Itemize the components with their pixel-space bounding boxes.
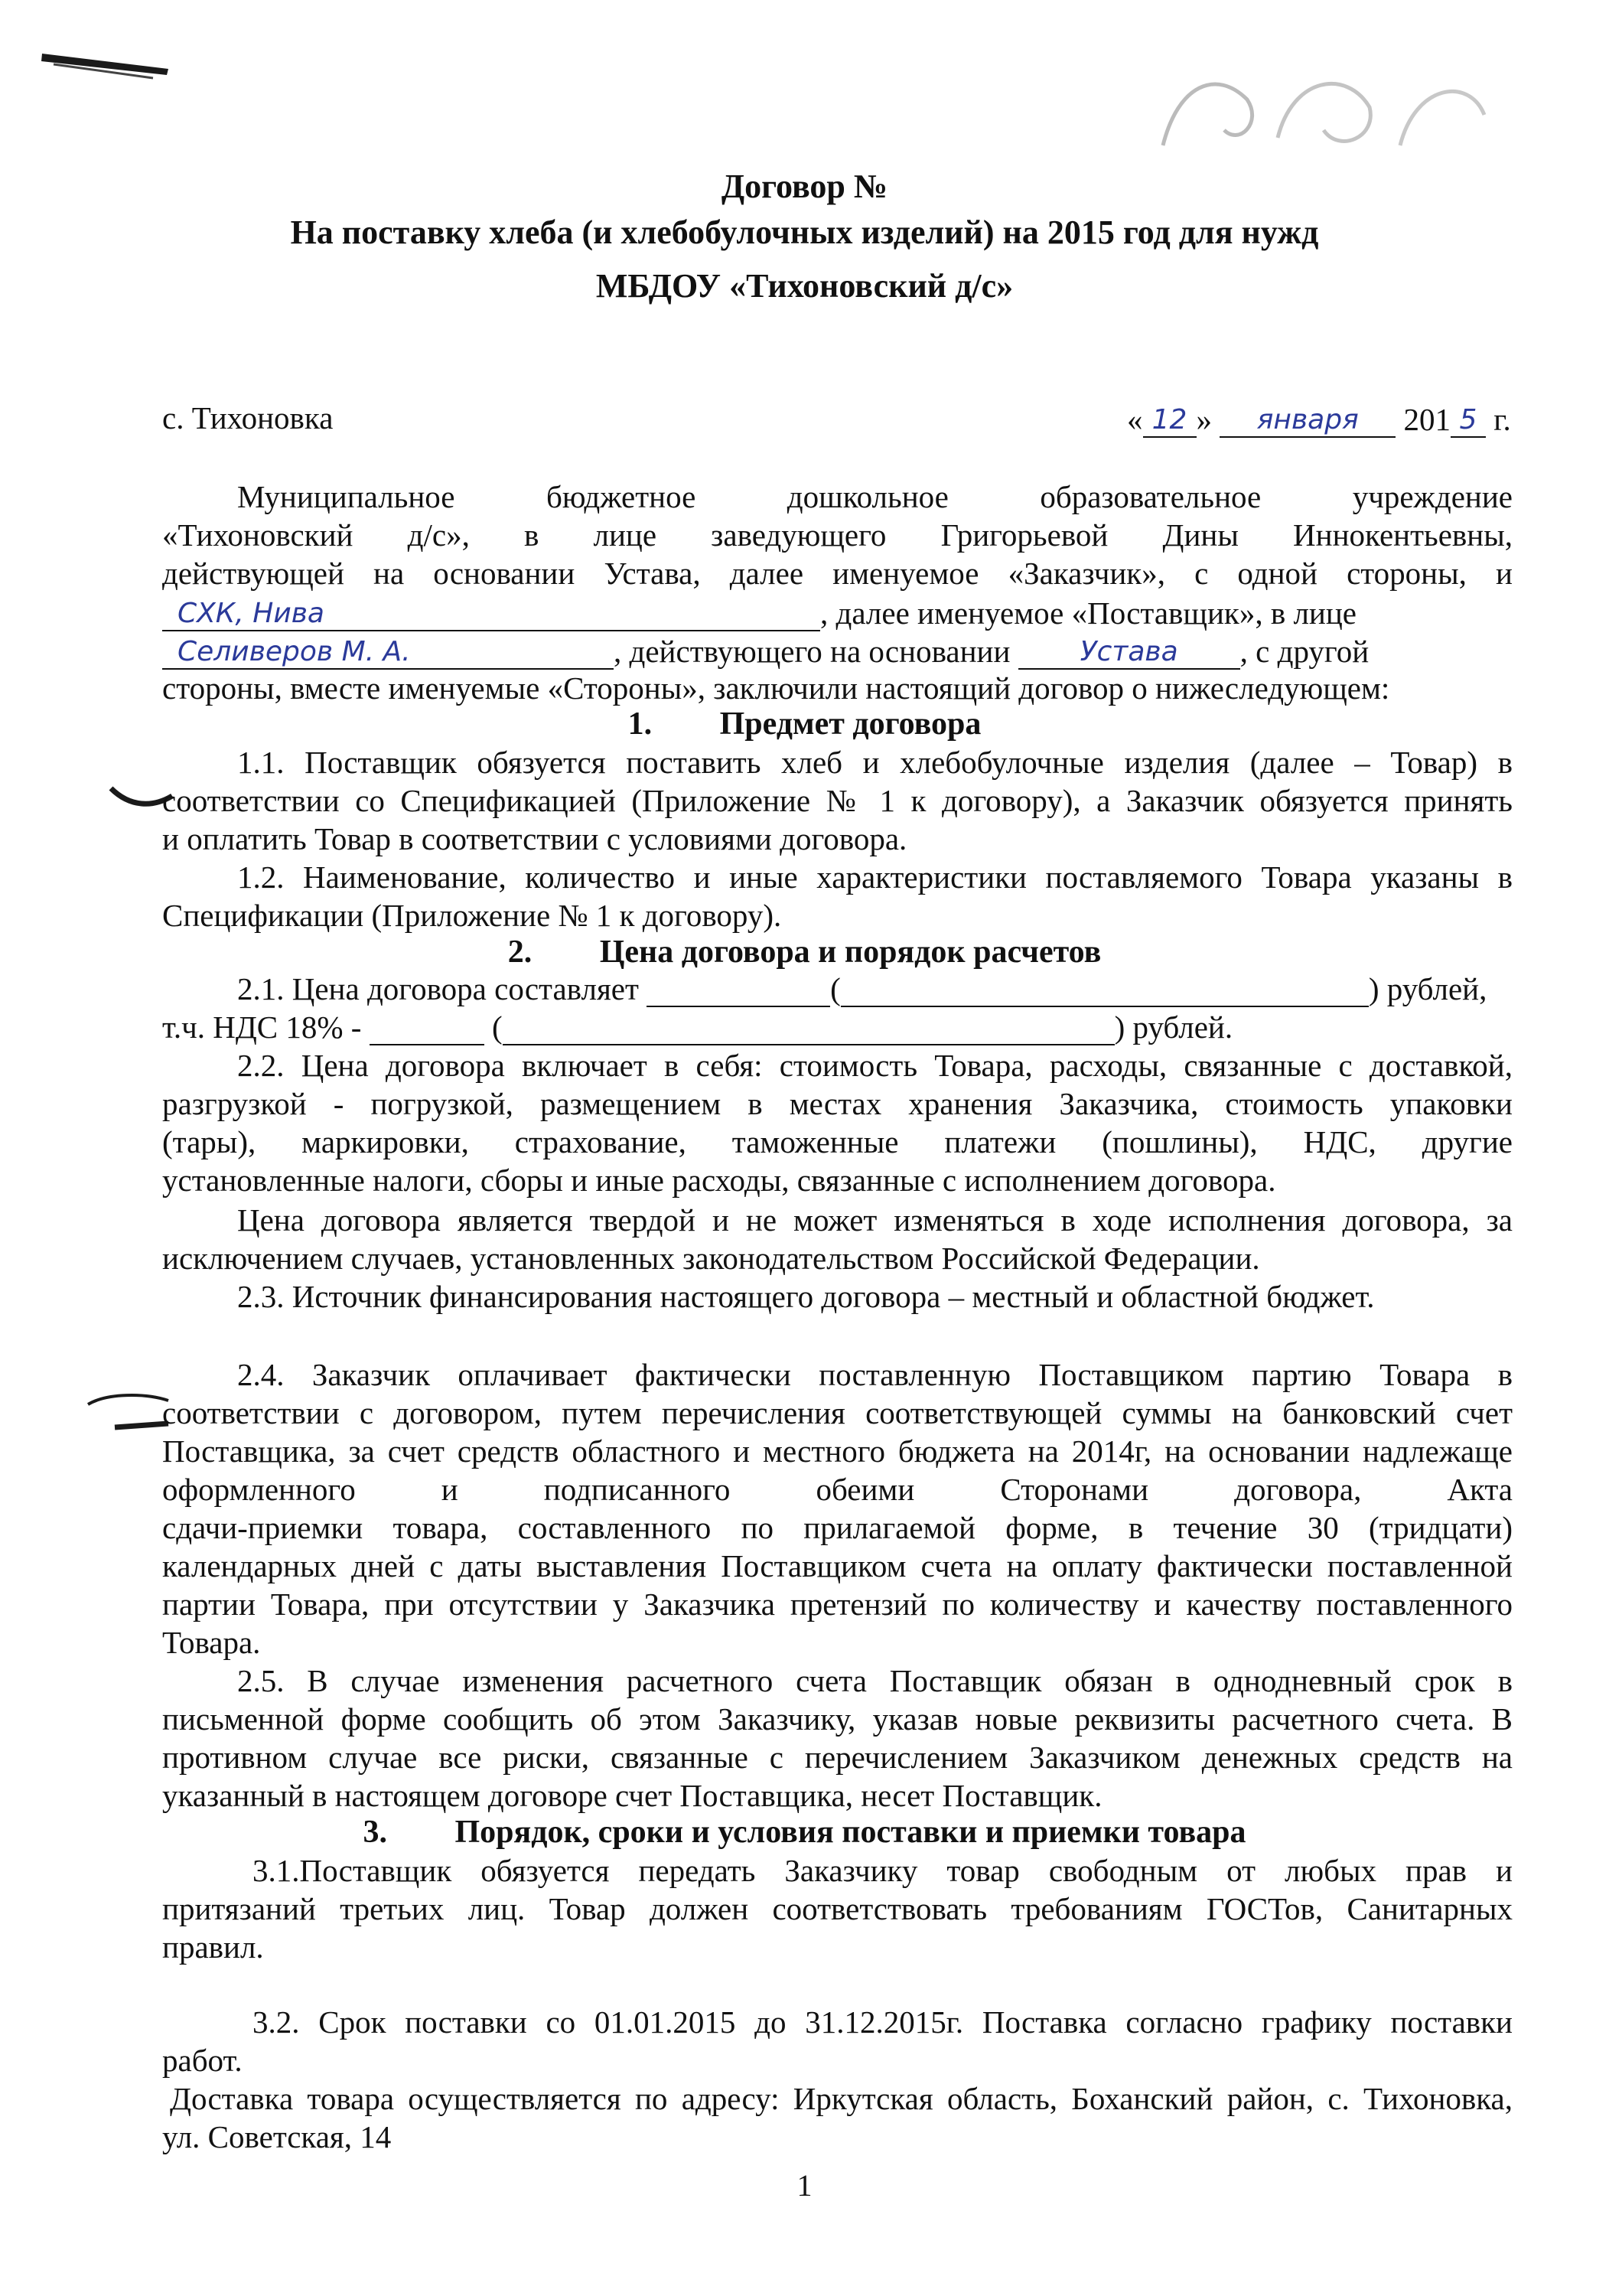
intro-line-3: действующей на основании Устава, далее именуемое «Заказчик», с одной стороны, и (162, 556, 1513, 591)
clause-2-5-line-4: указанный в настоящем договоре счет Поставщика, несет Поставщик. (162, 1778, 1103, 1813)
document-org: МБДОУ «Тихоновский д/с» (595, 267, 1014, 305)
clause-2-1-open-paren: ( (830, 971, 841, 1006)
intro-line-5-end: , с другой (1239, 634, 1370, 669)
clause-2-4-line-8: Товара. (162, 1625, 261, 1660)
clause-2-2-line-3: (тары), маркировки, страхование, таможенные платежи (пошлины), НДС, другие (162, 1124, 1513, 1159)
date-open-quote: « (1127, 402, 1143, 437)
contract-date (1127, 400, 1511, 438)
date-month: января (1256, 404, 1359, 435)
clause-2-5-line-2: письменной форме сообщить об этом Заказчику, указав новые реквизиты расчетного счета. В (162, 1701, 1513, 1737)
vat-open-paren: ( (491, 1009, 503, 1045)
section-3-number: 3. (363, 1815, 387, 1850)
clause-2-4-line-1: 2.4. Заказчик оплачивает фактически поставленную Поставщиком партию Товара в (237, 1357, 1513, 1392)
supplier-basis-handwritten: Устава (1080, 636, 1178, 667)
intro-line-5 (162, 631, 1369, 670)
clause-2-4-line-6: календарных дней с даты выставления Поставщиком счета на оплату фактически поставленной (162, 1548, 1513, 1583)
date-year-prefix: 201 (1403, 402, 1451, 437)
clause-3-1-line-2: притязаний третьих лиц. Товар должен соответствовать требованиям ГОСТов, Санитарных (162, 1891, 1513, 1926)
clause-3-2-line-1: 3.2. Срок поставки со 01.01.2015 до 31.12.2015г. Поставка согласно графику поставки (252, 2004, 1513, 2040)
clause-2-4-line-4: оформленного и подписанного обеими Сторонами договора, Акта (162, 1472, 1513, 1507)
intro-line-4-text: , далее именуемое «Поставщик», в лице (820, 595, 1357, 631)
clause-2-2-price-line-1: Цена договора является твердой и не может изменяться в ходе исполнения договора, за (237, 1202, 1513, 1238)
clause-2-1-line-2 (162, 1009, 1233, 1045)
contract-place: с. Тихоновка (162, 400, 334, 435)
clause-1-2-line-2: Спецификации (Приложение № 1 к договору). (162, 898, 782, 933)
clause-2-2-line-2: разгрузкой - погрузкой, размещением в местах хранения Заказчика, стоимость упаковки (162, 1086, 1513, 1121)
intro-line-2: «Тихоновский д/с», в лице заведующего Григорьевой Дины Иннокентьевны, (162, 517, 1513, 553)
clause-2-2-line-4: установленные налоги, сборы и иные расходы, связанные с исполнением договора. (162, 1163, 1276, 1198)
clause-1-1-line-1: 1.1. Поставщик обязуется поставить хлеб и хлебобулочные изделия (далее – Товар) в (237, 745, 1513, 780)
scan-smudge-top-right (1148, 54, 1515, 168)
clause-2-1-text: 2.1. Цена договора составляет (237, 971, 639, 1006)
clause-2-5-line-3: противном случае все риски, связанные с перечислением Заказчиком денежных средств на (162, 1740, 1513, 1775)
section-3-title: Порядок, сроки и условия поставки и приемки товара (454, 1815, 1246, 1850)
delivery-address-line-1: Доставка товара осуществляется по адресу: Иркутская область, Боханский район, с. Тихоновка, (170, 2081, 1513, 2116)
clause-1-1-line-2: соответствии со Спецификацией (Приложение № 1 к договору), а Заказчик обязуется принять (162, 783, 1513, 818)
clause-2-4-line-3: Поставщика, за счет средств областного и местного бюджета на 2014г, на основании надлежаще (162, 1433, 1513, 1469)
section-3-heading (0, 1814, 1609, 1851)
delivery-address-line-2: ул. Советская, 14 (162, 2119, 392, 2154)
clause-2-3: 2.3. Источник финансирования настоящего договора – местный и областной бюджет. (237, 1279, 1375, 1314)
date-day: 12 (1151, 404, 1187, 435)
clause-2-4-line-2: соответствии с договором, путем перечисления соответствующей суммы на банковский счет (162, 1395, 1513, 1430)
date-year-suffix: 5 (1459, 404, 1477, 435)
clause-2-5-line-1: 2.5. В случае изменения расчетного счета Поставщик обязан в однодневный срок в (237, 1663, 1513, 1698)
document-subtitle: На поставку хлеба (и хлебобулочных изделий) на 2015 год для нужд (290, 214, 1319, 251)
clause-3-1-line-3: правил. (162, 1929, 264, 1965)
clause-1-1-line-3: и оплатить Товар в соответствии с условиями договора. (162, 821, 907, 856)
clause-2-4-line-7: партии Товара, при отсутствии у Заказчика претензий по количеству и качеству поставленного (162, 1587, 1513, 1622)
section-1-heading (0, 706, 1609, 742)
clause-2-2-line-1: 2.2. Цена договора включает в себя: стоимость Товара, расходы, связанные с доставкой, (237, 1048, 1513, 1083)
clause-3-1-line-1: 3.1.Поставщик обязуется передать Заказчику товар свободным от любых прав и (252, 1853, 1513, 1888)
clause-2-1-end: ) рублей, (1368, 971, 1487, 1006)
scan-smudge-top-left (38, 38, 176, 84)
intro-line-6: стороны, вместе именуемые «Стороны», заключили настоящий договор о нижеследующем: (162, 670, 1390, 706)
clause-2-2-price-line-2: исключением случаев, установленных законодательством Российской Федерации. (162, 1241, 1260, 1276)
supplier-name-handwritten: СХК, Нива (178, 598, 324, 629)
vat-end: ) рублей. (1114, 1009, 1233, 1045)
intro-line-4 (162, 593, 1357, 631)
document-title: Договор № (721, 168, 888, 205)
clause-1-2-line-1: 1.2. Наименование, количество и иные характеристики поставляемого Товара указаны в (237, 859, 1513, 895)
clause-3-2-line-2: работ. (162, 2043, 243, 2078)
clause-2-4-line-5: сдачи-приемки товара, составленного по прилагаемой форме, в течение 30 (тридцати) (162, 1510, 1513, 1545)
clause-2-1-line-1 (237, 970, 1487, 1007)
section-2-number: 2. (507, 934, 533, 970)
intro-line-1: Муниципальное бюджетное дошкольное образовательное учреждение (237, 479, 1513, 514)
section-1-number: 1. (627, 706, 653, 742)
date-close-quote: » (1196, 402, 1212, 437)
intro-line-5-text: , действующего на основании (614, 634, 1011, 669)
date-year-mark: г. (1493, 402, 1511, 437)
vat-label: т.ч. НДС 18% - (162, 1009, 362, 1045)
supplier-representative-handwritten: Селиверов М. А. (178, 636, 411, 667)
section-2-title: Цена договора и порядок расчетов (599, 934, 1102, 970)
section-1-title: Предмет договора (719, 706, 982, 742)
page-number: 1 (796, 2168, 813, 2203)
section-2-heading (0, 934, 1609, 970)
